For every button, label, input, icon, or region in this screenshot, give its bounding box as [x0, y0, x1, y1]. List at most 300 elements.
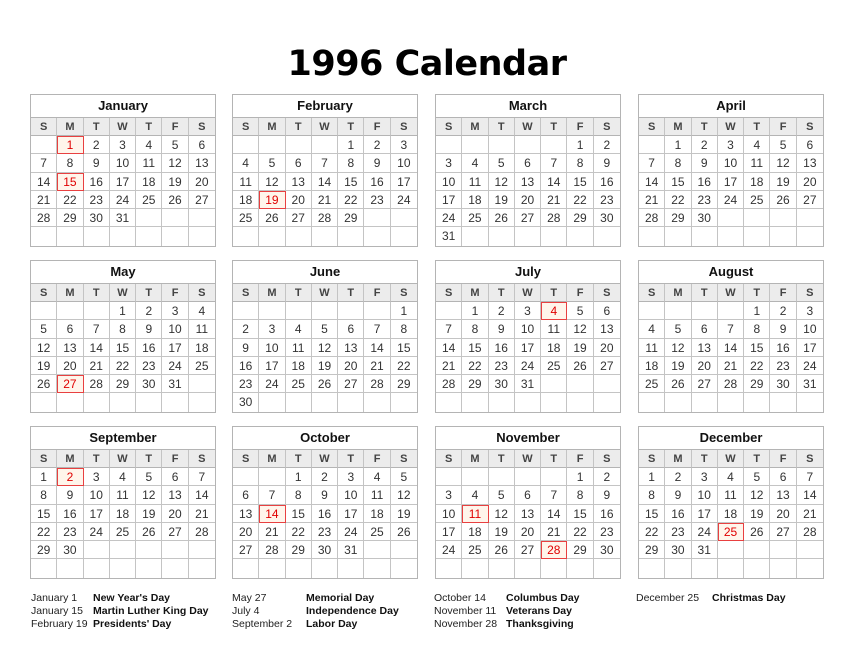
day-cell[interactable]: 6	[286, 154, 312, 172]
day-cell[interactable]: 29	[110, 375, 136, 393]
day-cell[interactable]: 16	[594, 173, 620, 191]
day-cell[interactable]: 6	[692, 320, 718, 338]
day-cell[interactable]: 1	[567, 136, 593, 154]
day-cell[interactable]: 22	[665, 191, 691, 209]
day-cell[interactable]: 26	[31, 375, 57, 393]
day-cell[interactable]: 14	[541, 505, 567, 523]
day-cell[interactable]: 3	[436, 154, 462, 172]
day-cell[interactable]: 10	[391, 154, 417, 172]
day-cell[interactable]: 16	[692, 173, 718, 191]
day-cell[interactable]: 27	[692, 375, 718, 393]
day-cell[interactable]: 5	[744, 468, 770, 486]
day-cell[interactable]: 5	[391, 468, 417, 486]
day-cell[interactable]: 30	[594, 209, 620, 227]
day-cell[interactable]: 25	[744, 191, 770, 209]
day-cell[interactable]: 26	[259, 209, 285, 227]
day-cell[interactable]: 21	[797, 505, 823, 523]
day-cell[interactable]: 13	[594, 320, 620, 338]
day-cell[interactable]: 28	[718, 375, 744, 393]
day-cell[interactable]: 27	[189, 191, 215, 209]
day-cell[interactable]: 4	[136, 136, 162, 154]
day-cell[interactable]: 12	[744, 486, 770, 504]
day-cell[interactable]: 2	[84, 136, 110, 154]
day-cell[interactable]: 23	[665, 523, 691, 541]
day-cell[interactable]: 16	[84, 173, 110, 191]
day-cell[interactable]: 5	[770, 136, 796, 154]
day-cell[interactable]: 20	[692, 357, 718, 375]
day-cell[interactable]: 25	[286, 375, 312, 393]
day-cell[interactable]: 29	[567, 209, 593, 227]
day-cell[interactable]: 27	[515, 209, 541, 227]
day-cell[interactable]: 24	[797, 357, 823, 375]
day-cell[interactable]: 7	[31, 154, 57, 172]
holiday-day-cell[interactable]: 1	[57, 136, 83, 154]
day-cell[interactable]: 27	[162, 523, 188, 541]
day-cell[interactable]: 14	[31, 173, 57, 191]
day-cell[interactable]: 10	[338, 486, 364, 504]
day-cell[interactable]: 8	[639, 486, 665, 504]
day-cell[interactable]: 15	[31, 505, 57, 523]
day-cell[interactable]: 18	[110, 505, 136, 523]
day-cell[interactable]: 6	[189, 136, 215, 154]
day-cell[interactable]: 2	[233, 320, 259, 338]
day-cell[interactable]: 20	[286, 191, 312, 209]
day-cell[interactable]: 22	[639, 523, 665, 541]
day-cell[interactable]: 22	[338, 191, 364, 209]
day-cell[interactable]: 1	[462, 302, 488, 320]
day-cell[interactable]: 26	[312, 375, 338, 393]
day-cell[interactable]: 26	[744, 523, 770, 541]
day-cell[interactable]: 1	[338, 136, 364, 154]
day-cell[interactable]: 6	[233, 486, 259, 504]
day-cell[interactable]: 11	[364, 486, 390, 504]
day-cell[interactable]: 13	[515, 505, 541, 523]
day-cell[interactable]: 25	[639, 375, 665, 393]
day-cell[interactable]: 7	[259, 486, 285, 504]
day-cell[interactable]: 30	[770, 375, 796, 393]
day-cell[interactable]: 1	[391, 302, 417, 320]
day-cell[interactable]: 23	[57, 523, 83, 541]
day-cell[interactable]: 16	[57, 505, 83, 523]
day-cell[interactable]: 5	[567, 302, 593, 320]
day-cell[interactable]: 7	[364, 320, 390, 338]
day-cell[interactable]: 18	[189, 339, 215, 357]
day-cell[interactable]: 23	[594, 523, 620, 541]
day-cell[interactable]: 19	[744, 505, 770, 523]
day-cell[interactable]: 4	[744, 136, 770, 154]
day-cell[interactable]: 21	[84, 357, 110, 375]
day-cell[interactable]: 14	[541, 173, 567, 191]
day-cell[interactable]: 13	[770, 486, 796, 504]
day-cell[interactable]: 28	[31, 209, 57, 227]
day-cell[interactable]: 24	[718, 191, 744, 209]
day-cell[interactable]: 14	[718, 339, 744, 357]
day-cell[interactable]: 15	[639, 505, 665, 523]
day-cell[interactable]: 5	[665, 320, 691, 338]
day-cell[interactable]: 17	[692, 505, 718, 523]
day-cell[interactable]: 22	[110, 357, 136, 375]
day-cell[interactable]: 11	[462, 173, 488, 191]
holiday-day-cell[interactable]: 28	[541, 541, 567, 559]
day-cell[interactable]: 8	[338, 154, 364, 172]
day-cell[interactable]: 8	[31, 486, 57, 504]
day-cell[interactable]: 26	[391, 523, 417, 541]
day-cell[interactable]: 13	[57, 339, 83, 357]
day-cell[interactable]: 29	[57, 209, 83, 227]
day-cell[interactable]: 30	[84, 209, 110, 227]
day-cell[interactable]: 11	[744, 154, 770, 172]
day-cell[interactable]: 14	[189, 486, 215, 504]
day-cell[interactable]: 24	[338, 523, 364, 541]
day-cell[interactable]: 20	[57, 357, 83, 375]
day-cell[interactable]: 5	[162, 136, 188, 154]
day-cell[interactable]: 10	[436, 505, 462, 523]
day-cell[interactable]: 3	[515, 302, 541, 320]
holiday-day-cell[interactable]: 25	[718, 523, 744, 541]
day-cell[interactable]: 9	[489, 320, 515, 338]
day-cell[interactable]: 2	[312, 468, 338, 486]
day-cell[interactable]: 7	[639, 154, 665, 172]
day-cell[interactable]: 15	[110, 339, 136, 357]
day-cell[interactable]: 19	[312, 357, 338, 375]
day-cell[interactable]: 17	[797, 339, 823, 357]
day-cell[interactable]: 15	[391, 339, 417, 357]
day-cell[interactable]: 14	[84, 339, 110, 357]
day-cell[interactable]: 14	[639, 173, 665, 191]
day-cell[interactable]: 8	[567, 486, 593, 504]
day-cell[interactable]: 27	[770, 523, 796, 541]
day-cell[interactable]: 30	[57, 541, 83, 559]
day-cell[interactable]: 2	[136, 302, 162, 320]
day-cell[interactable]: 23	[84, 191, 110, 209]
day-cell[interactable]: 12	[31, 339, 57, 357]
day-cell[interactable]: 2	[364, 136, 390, 154]
day-cell[interactable]: 22	[567, 191, 593, 209]
day-cell[interactable]: 24	[110, 191, 136, 209]
day-cell[interactable]: 3	[84, 468, 110, 486]
day-cell[interactable]: 6	[338, 320, 364, 338]
day-cell[interactable]: 22	[462, 357, 488, 375]
day-cell[interactable]: 25	[364, 523, 390, 541]
day-cell[interactable]: 8	[110, 320, 136, 338]
day-cell[interactable]: 9	[692, 154, 718, 172]
day-cell[interactable]: 30	[489, 375, 515, 393]
day-cell[interactable]: 24	[391, 191, 417, 209]
day-cell[interactable]: 17	[515, 339, 541, 357]
day-cell[interactable]: 7	[84, 320, 110, 338]
day-cell[interactable]: 2	[692, 136, 718, 154]
day-cell[interactable]: 31	[436, 227, 462, 245]
day-cell[interactable]: 16	[594, 505, 620, 523]
day-cell[interactable]: 21	[312, 191, 338, 209]
day-cell[interactable]: 29	[665, 209, 691, 227]
day-cell[interactable]: 18	[541, 339, 567, 357]
day-cell[interactable]: 7	[718, 320, 744, 338]
day-cell[interactable]: 28	[364, 375, 390, 393]
day-cell[interactable]: 19	[665, 357, 691, 375]
day-cell[interactable]: 22	[391, 357, 417, 375]
day-cell[interactable]: 13	[233, 505, 259, 523]
day-cell[interactable]: 23	[594, 191, 620, 209]
day-cell[interactable]: 24	[162, 357, 188, 375]
day-cell[interactable]: 16	[233, 357, 259, 375]
day-cell[interactable]: 6	[515, 154, 541, 172]
day-cell[interactable]: 20	[515, 523, 541, 541]
day-cell[interactable]: 23	[770, 357, 796, 375]
day-cell[interactable]: 20	[162, 505, 188, 523]
holiday-day-cell[interactable]: 2	[57, 468, 83, 486]
day-cell[interactable]: 19	[136, 505, 162, 523]
day-cell[interactable]: 17	[436, 191, 462, 209]
day-cell[interactable]: 4	[462, 154, 488, 172]
day-cell[interactable]: 22	[744, 357, 770, 375]
day-cell[interactable]: 25	[233, 209, 259, 227]
day-cell[interactable]: 28	[436, 375, 462, 393]
day-cell[interactable]: 26	[489, 541, 515, 559]
day-cell[interactable]: 7	[189, 468, 215, 486]
day-cell[interactable]: 9	[665, 486, 691, 504]
day-cell[interactable]: 7	[541, 486, 567, 504]
day-cell[interactable]: 20	[797, 173, 823, 191]
day-cell[interactable]: 19	[489, 191, 515, 209]
day-cell[interactable]: 5	[489, 154, 515, 172]
day-cell[interactable]: 1	[31, 468, 57, 486]
day-cell[interactable]: 5	[259, 154, 285, 172]
day-cell[interactable]: 25	[462, 541, 488, 559]
day-cell[interactable]: 14	[436, 339, 462, 357]
day-cell[interactable]: 19	[770, 173, 796, 191]
day-cell[interactable]: 17	[162, 339, 188, 357]
day-cell[interactable]: 29	[639, 541, 665, 559]
day-cell[interactable]: 10	[162, 320, 188, 338]
day-cell[interactable]: 29	[744, 375, 770, 393]
day-cell[interactable]: 24	[84, 523, 110, 541]
day-cell[interactable]: 8	[286, 486, 312, 504]
day-cell[interactable]: 27	[515, 541, 541, 559]
day-cell[interactable]: 17	[110, 173, 136, 191]
day-cell[interactable]: 9	[233, 339, 259, 357]
day-cell[interactable]: 18	[718, 505, 744, 523]
day-cell[interactable]: 18	[136, 173, 162, 191]
day-cell[interactable]: 17	[391, 173, 417, 191]
day-cell[interactable]: 10	[718, 154, 744, 172]
day-cell[interactable]: 29	[391, 375, 417, 393]
day-cell[interactable]: 1	[286, 468, 312, 486]
day-cell[interactable]: 8	[567, 154, 593, 172]
day-cell[interactable]: 8	[744, 320, 770, 338]
day-cell[interactable]: 11	[718, 486, 744, 504]
day-cell[interactable]: 21	[639, 191, 665, 209]
day-cell[interactable]: 6	[515, 486, 541, 504]
holiday-day-cell[interactable]: 11	[462, 505, 488, 523]
day-cell[interactable]: 28	[541, 209, 567, 227]
day-cell[interactable]: 10	[110, 154, 136, 172]
day-cell[interactable]: 12	[136, 486, 162, 504]
holiday-day-cell[interactable]: 4	[541, 302, 567, 320]
day-cell[interactable]: 2	[594, 136, 620, 154]
day-cell[interactable]: 6	[770, 468, 796, 486]
day-cell[interactable]: 2	[770, 302, 796, 320]
day-cell[interactable]: 4	[233, 154, 259, 172]
day-cell[interactable]: 17	[718, 173, 744, 191]
day-cell[interactable]: 14	[797, 486, 823, 504]
day-cell[interactable]: 4	[189, 302, 215, 320]
day-cell[interactable]: 11	[541, 320, 567, 338]
day-cell[interactable]: 11	[189, 320, 215, 338]
day-cell[interactable]: 16	[770, 339, 796, 357]
day-cell[interactable]: 6	[594, 302, 620, 320]
day-cell[interactable]: 10	[515, 320, 541, 338]
day-cell[interactable]: 24	[515, 357, 541, 375]
holiday-day-cell[interactable]: 27	[57, 375, 83, 393]
day-cell[interactable]: 9	[312, 486, 338, 504]
day-cell[interactable]: 16	[489, 339, 515, 357]
day-cell[interactable]: 3	[797, 302, 823, 320]
day-cell[interactable]: 29	[286, 541, 312, 559]
day-cell[interactable]: 10	[692, 486, 718, 504]
day-cell[interactable]: 13	[797, 154, 823, 172]
day-cell[interactable]: 3	[162, 302, 188, 320]
day-cell[interactable]: 26	[162, 191, 188, 209]
day-cell[interactable]: 5	[136, 468, 162, 486]
day-cell[interactable]: 28	[259, 541, 285, 559]
day-cell[interactable]: 27	[286, 209, 312, 227]
day-cell[interactable]: 18	[639, 357, 665, 375]
day-cell[interactable]: 19	[567, 339, 593, 357]
day-cell[interactable]: 6	[162, 468, 188, 486]
day-cell[interactable]: 9	[364, 154, 390, 172]
day-cell[interactable]: 19	[31, 357, 57, 375]
day-cell[interactable]: 23	[364, 191, 390, 209]
day-cell[interactable]: 3	[718, 136, 744, 154]
day-cell[interactable]: 16	[665, 505, 691, 523]
day-cell[interactable]: 10	[84, 486, 110, 504]
day-cell[interactable]: 11	[233, 173, 259, 191]
day-cell[interactable]: 20	[594, 339, 620, 357]
day-cell[interactable]: 15	[665, 173, 691, 191]
day-cell[interactable]: 9	[57, 486, 83, 504]
day-cell[interactable]: 5	[31, 320, 57, 338]
day-cell[interactable]: 4	[286, 320, 312, 338]
day-cell[interactable]: 25	[136, 191, 162, 209]
day-cell[interactable]: 6	[797, 136, 823, 154]
day-cell[interactable]: 28	[189, 523, 215, 541]
day-cell[interactable]: 8	[462, 320, 488, 338]
day-cell[interactable]: 4	[718, 468, 744, 486]
day-cell[interactable]: 26	[136, 523, 162, 541]
day-cell[interactable]: 10	[797, 320, 823, 338]
day-cell[interactable]: 4	[639, 320, 665, 338]
day-cell[interactable]: 31	[797, 375, 823, 393]
day-cell[interactable]: 1	[567, 468, 593, 486]
day-cell[interactable]: 18	[462, 191, 488, 209]
day-cell[interactable]: 12	[391, 486, 417, 504]
day-cell[interactable]: 1	[665, 136, 691, 154]
holiday-day-cell[interactable]: 19	[259, 191, 285, 209]
day-cell[interactable]: 15	[567, 173, 593, 191]
day-cell[interactable]: 11	[286, 339, 312, 357]
day-cell[interactable]: 15	[567, 505, 593, 523]
day-cell[interactable]: 2	[665, 468, 691, 486]
day-cell[interactable]: 21	[436, 357, 462, 375]
day-cell[interactable]: 28	[84, 375, 110, 393]
day-cell[interactable]: 31	[162, 375, 188, 393]
day-cell[interactable]: 23	[692, 191, 718, 209]
day-cell[interactable]: 1	[744, 302, 770, 320]
day-cell[interactable]: 21	[718, 357, 744, 375]
day-cell[interactable]: 22	[31, 523, 57, 541]
day-cell[interactable]: 18	[744, 173, 770, 191]
day-cell[interactable]: 23	[489, 357, 515, 375]
day-cell[interactable]: 14	[312, 173, 338, 191]
day-cell[interactable]: 30	[665, 541, 691, 559]
day-cell[interactable]: 12	[489, 173, 515, 191]
day-cell[interactable]: 19	[489, 523, 515, 541]
day-cell[interactable]: 16	[364, 173, 390, 191]
day-cell[interactable]: 26	[770, 191, 796, 209]
day-cell[interactable]: 23	[233, 375, 259, 393]
day-cell[interactable]: 31	[338, 541, 364, 559]
holiday-day-cell[interactable]: 14	[259, 505, 285, 523]
day-cell[interactable]: 31	[692, 541, 718, 559]
day-cell[interactable]: 24	[436, 209, 462, 227]
day-cell[interactable]: 9	[84, 154, 110, 172]
day-cell[interactable]: 15	[338, 173, 364, 191]
day-cell[interactable]: 25	[189, 357, 215, 375]
day-cell[interactable]: 15	[286, 505, 312, 523]
day-cell[interactable]: 4	[110, 468, 136, 486]
day-cell[interactable]: 7	[312, 154, 338, 172]
day-cell[interactable]: 30	[312, 541, 338, 559]
day-cell[interactable]: 9	[770, 320, 796, 338]
day-cell[interactable]: 12	[665, 339, 691, 357]
day-cell[interactable]: 13	[189, 154, 215, 172]
day-cell[interactable]: 30	[594, 541, 620, 559]
day-cell[interactable]: 8	[57, 154, 83, 172]
day-cell[interactable]: 15	[744, 339, 770, 357]
day-cell[interactable]: 30	[233, 393, 259, 411]
day-cell[interactable]: 12	[162, 154, 188, 172]
day-cell[interactable]: 1	[110, 302, 136, 320]
day-cell[interactable]: 22	[57, 191, 83, 209]
day-cell[interactable]: 13	[692, 339, 718, 357]
day-cell[interactable]: 13	[286, 173, 312, 191]
day-cell[interactable]: 27	[233, 541, 259, 559]
day-cell[interactable]: 21	[259, 523, 285, 541]
day-cell[interactable]: 17	[338, 505, 364, 523]
day-cell[interactable]: 21	[31, 191, 57, 209]
day-cell[interactable]: 3	[436, 486, 462, 504]
day-cell[interactable]: 4	[364, 468, 390, 486]
day-cell[interactable]: 10	[436, 173, 462, 191]
day-cell[interactable]: 23	[312, 523, 338, 541]
day-cell[interactable]: 18	[286, 357, 312, 375]
day-cell[interactable]: 9	[594, 486, 620, 504]
day-cell[interactable]: 26	[567, 357, 593, 375]
day-cell[interactable]: 28	[797, 523, 823, 541]
day-cell[interactable]: 7	[436, 320, 462, 338]
day-cell[interactable]: 12	[259, 173, 285, 191]
day-cell[interactable]: 3	[391, 136, 417, 154]
day-cell[interactable]: 19	[391, 505, 417, 523]
day-cell[interactable]: 11	[136, 154, 162, 172]
day-cell[interactable]: 20	[770, 505, 796, 523]
day-cell[interactable]: 25	[110, 523, 136, 541]
day-cell[interactable]: 28	[312, 209, 338, 227]
day-cell[interactable]: 12	[489, 505, 515, 523]
day-cell[interactable]: 4	[462, 486, 488, 504]
day-cell[interactable]: 7	[797, 468, 823, 486]
